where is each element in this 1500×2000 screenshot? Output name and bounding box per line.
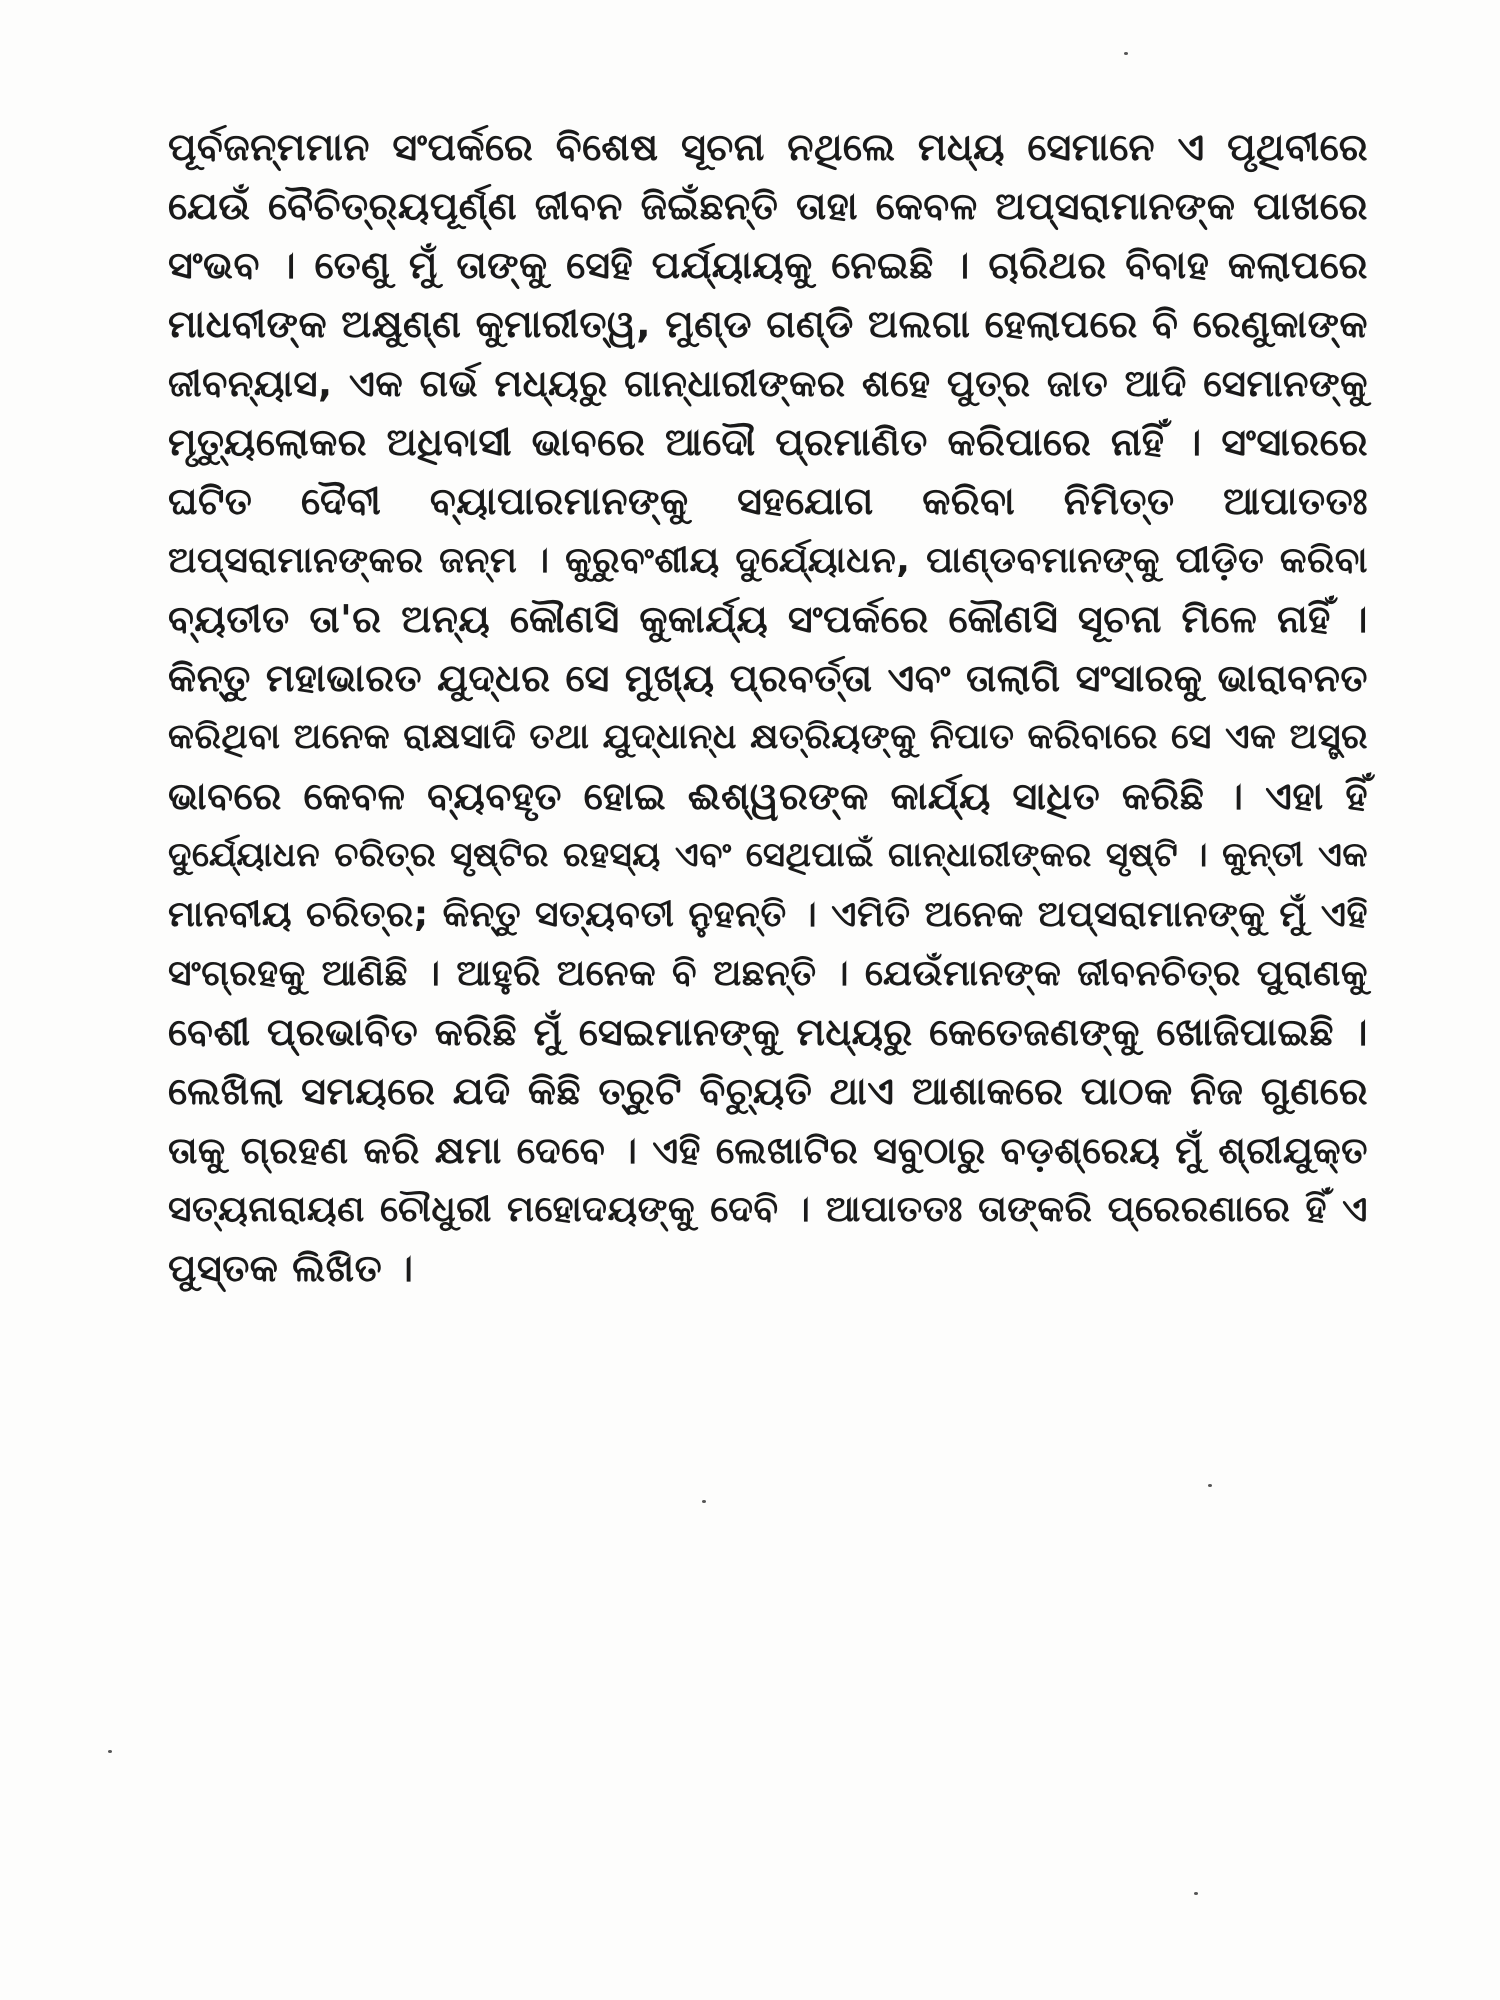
text-line-20: ପୁସ୍ତକ ଲିଖିତ । [168, 1246, 414, 1290]
scan-speck [1194, 1892, 1198, 1895]
text-line-16: ବେଶୀ ପ୍ରଭାବିତ କରିଛି ମୁଁ ସେଇମାନଙ୍କୁ ମଧ୍ୟରୁ କେତେଜଣଙ୍କୁ ଖୋଜିପାଇଛି । [168, 1010, 1368, 1054]
text-line-4: ମାଧବୀଙ୍କ ଅକ୍ଷୁଣ୍ଣ କୁମାରୀତ୍ୱ, ମୁଣ୍ଡ ଗଣ୍ଡି ଅଲଗା ହେଲାପରେ ବି ରେଣୁକାଙ୍କ [168, 302, 1368, 346]
body-text [168, 118, 1368, 1298]
scan-speck [108, 1750, 112, 1753]
scan-speck [1208, 1484, 1212, 1487]
text-line-9: ବ୍ୟତୀତ ତା'ର ଅନ୍ୟ କୌଣସି କୁକାର୍ଯ୍ୟ ସଂପର୍କରେ କୌଣସି ସୂଚନା ମିଳେ ନାହିଁ । [168, 597, 1368, 641]
text-line-19: ସତ୍ୟନାରାୟଣ ଚୌଧୁରୀ ମହୋଦୟଙ୍କୁ ଦେବି । ଆପାତତଃ ତାଙ୍କରି ପ୍ରେରଣାରେ ହିଁ ଏ [168, 1189, 1368, 1230]
text-line-12: ଭାବରେ କେବଳ ବ୍ୟବହୃତ ହୋଇ ଈଶ୍ୱରଙ୍କ କାର୍ଯ୍ୟ ସାଧିତ କରିଛି । ଏହା ହିଁ [168, 774, 1368, 818]
text-line-11: କରିଥିବା ଅନେକ ରାକ୍ଷସାଦି ତଥା ଯୁଦ୍ଧାନ୍ଧ କ୍ଷତ୍ରିୟଙ୍କୁ ନିପାତ କରିବାରେ ସେ ଏକ ଅସ୍ତ୍ର [168, 717, 1368, 757]
text-line-10: କିନ୍ତୁ ମହାଭାରତ ଯୁଦ୍ଧର ସେ ମୁଖ୍ୟ ପ୍ରବର୍ତ୍ତା ଏବଂ ତାଲାଗି ସଂସାରକୁ ଭାରାବନତ [168, 656, 1368, 700]
text-line-14: ମାନବୀୟ ଚରିତ୍ର; କିନ୍ତୁ ସତ୍ୟବତୀ ନୁହନ୍ତି । ଏମିତି ଅନେକ ଅପ୍‌ସରାମାନଙ୍କୁ ମୁଁ ଏହି [168, 894, 1368, 935]
text-line-8: ଅପ୍‌ସରାମାନଙ୍କର ଜନ୍ମ । କୁରୁବଂଶୀୟ ଦୁର୍ଯ୍ୟୋଧନ, ପାଣ୍ଡବମାନଙ୍କୁ ପୀଡ଼ିତ କରିବା [168, 540, 1368, 581]
text-line-15: ସଂଗ୍ରହକୁ ଆଣିଛି । ଆହୁରି ଅନେକ ବି ଅଛନ୍ତି । ଯେଉଁମାନଙ୍କ ଜୀବନଚିତ୍ର ପୁରାଣକୁ [168, 953, 1368, 994]
text-line-1: ପୂର୍ବଜନ୍ମମାନ ସଂପର୍କରେ ବିଶେଷ ସୂଚନା ନଥିଲେ ମଧ୍ୟ ସେମାନେ ଏ ପୃଥିବୀରେ [168, 125, 1368, 169]
text-line-18: ତାକୁ ଗ୍ରହଣ କରି କ୍ଷମା ଦେବେ । ଏହି ଲେଖାଟିର ସବୁଠାରୁ ବଡ଼ଶ୍ରେୟ ମୁଁ ଶ୍ରୀଯୁକ୍ତ [168, 1129, 1368, 1172]
text-line-17: ଲେଖିଲା ସମୟରେ ଯଦି କିଛି ତ୍ରୁଟି ବିଚ୍ୟୁତି ଥାଏ ଆଶାକରେ ପାଠକ ନିଜ ଗୁଣରେ [168, 1069, 1368, 1113]
text-line-2: ଯେଉଁ ବୈଚିତ୍ର୍ୟପୂର୍ଣ୍ଣ ଜୀବନ ଜିଇଁଛନ୍ତି ତାହା କେବଳ ଅପ୍‌ସରାମାନଙ୍କ ପାଖରେ [168, 184, 1368, 228]
text-line-3: ସଂଭବ । ତେଣୁ ମୁଁ ତାଙ୍କୁ ସେହି ପର୍ଯ୍ୟାୟକୁ ନେଇଛି । ଚାରିଥର ବିବାହ କଲାପରେ [168, 243, 1368, 287]
text-line-13: ଦୁର୍ଯ୍ୟୋଧନ ଚରିତ୍ର ସୃଷ୍ଟିର ରହସ୍ୟ ଏବଂ ସେଥିପାଇଁ ଗାନ୍ଧାରୀଙ୍କର ସୃଷ୍ଟି । କୁନ୍ତୀ ଏକ [168, 835, 1368, 875]
scan-speck [1124, 52, 1128, 55]
text-line-6: ମୃତ୍ୟୁଲୋକର ଅଧିବାସୀ ଭାବରେ ଆଦୌ ପ୍ରମାଣିତ କରିପାରେ ନାହିଁ । ସଂସାରରେ [168, 420, 1368, 464]
scan-speck [702, 1500, 706, 1503]
text-line-5: ଜୀବନ୍ୟାସ, ଏକ ଗର୍ଭ ମଧ୍ୟରୁ ଗାନ୍ଧାରୀଙ୍କର ଶହେ ପୁତ୍ର ଜାତ ଆଦି ସେମାନଙ୍କୁ [168, 362, 1368, 405]
text-line-7: ଘଟିତ ଦୈବୀ ବ୍ୟାପାରମାନଙ୍କୁ ସହଯୋଗ କରିବା ନିମିତ୍ତ ଆପାତତଃ [168, 479, 1368, 523]
